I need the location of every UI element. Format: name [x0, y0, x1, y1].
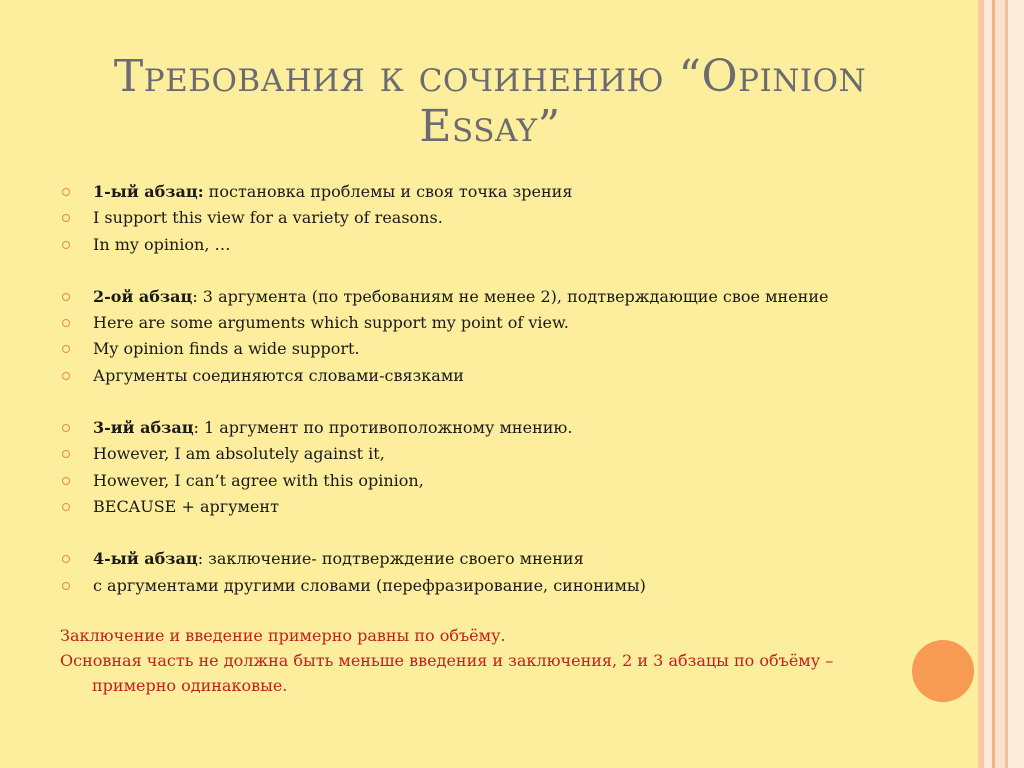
slide-body — [60, 179, 920, 698]
bullet-paragraph-2-heading — [60, 284, 920, 310]
decorative-stripe — [1008, 0, 1024, 768]
title-line-1: Требования к сочинению “Opinion — [113, 51, 867, 102]
circle-bullet-icon — [62, 214, 70, 222]
paragraph-3-text: : 1 аргумент по противоположному мнению. — [193, 418, 573, 438]
slide-title — [60, 52, 920, 152]
list-item — [60, 232, 920, 258]
bullet-paragraph-1-heading — [60, 179, 920, 205]
list-item — [60, 363, 920, 389]
note-main-part-line-1: Основная часть не должна быть меньше введения и заключения, 2 и 3 абзацы по объёму – — [60, 650, 834, 670]
list-item-text: My opinion finds a wide support. — [93, 339, 360, 359]
list-item-text: In my opinion, … — [93, 234, 231, 254]
paragraph-4-text: : заключение- подтверждение своего мнения — [197, 549, 584, 569]
paragraph-1-label: 1-ый абзац: — [93, 182, 204, 201]
circle-bullet-icon — [62, 477, 70, 485]
list-item — [60, 336, 920, 362]
list-item — [60, 573, 920, 599]
list-item-text: Аргументы соединяются словами-связками — [93, 365, 464, 385]
circle-bullet-icon — [62, 555, 70, 563]
list-item — [60, 310, 920, 336]
circle-bullet-icon — [62, 424, 70, 432]
circle-bullet-icon — [62, 450, 70, 458]
circle-bullet-icon — [62, 372, 70, 380]
circle-bullet-icon — [62, 319, 70, 327]
list-item-text: However, I can’t agree with this opinion, — [93, 470, 424, 490]
list-item — [60, 205, 920, 231]
list-item-text: BECAUSE + аргумент — [93, 496, 279, 516]
title-line-2: Essay” — [419, 101, 561, 152]
decorative-stripe — [995, 0, 1005, 768]
circle-bullet-icon — [62, 293, 70, 301]
list-item-text: Here are some arguments which support my point of view. — [93, 313, 569, 333]
paragraph-2-label: 2-ой абзац — [93, 286, 193, 306]
list-item-text: I support this view for a variety of reasons. — [93, 208, 443, 228]
circle-bullet-icon — [62, 582, 70, 590]
list-item — [60, 441, 920, 467]
decorative-circle — [912, 640, 974, 702]
bullet-paragraph-4-heading — [60, 546, 920, 572]
decorative-stripe — [984, 0, 992, 768]
list-item-text: с аргументами другими словами (перефразирование, синонимы) — [93, 575, 646, 595]
note-volume: Заключение и введение примерно равны по объёму. — [60, 625, 506, 645]
circle-bullet-icon — [62, 345, 70, 353]
paragraph-1-text: постановка проблемы и своя точка зрения — [203, 182, 573, 201]
note-main-part-line-2: примерно одинаковые. — [92, 675, 288, 695]
circle-bullet-icon — [62, 241, 70, 249]
list-item — [60, 494, 920, 520]
paragraph-3-label: 3-ий абзац — [93, 418, 194, 438]
circle-bullet-icon — [62, 188, 70, 196]
note-main-part — [60, 648, 920, 698]
paragraph-4-label: 4-ый абзац — [93, 549, 198, 569]
bullet-paragraph-3-heading — [60, 415, 920, 441]
paragraph-2-text: : 3 аргумента (по требованиям не менее 2), подтверждающие свое мнение — [192, 286, 829, 306]
circle-bullet-icon — [62, 503, 70, 511]
list-item-text: However, I am absolutely against it, — [93, 444, 385, 464]
list-item — [60, 468, 920, 494]
